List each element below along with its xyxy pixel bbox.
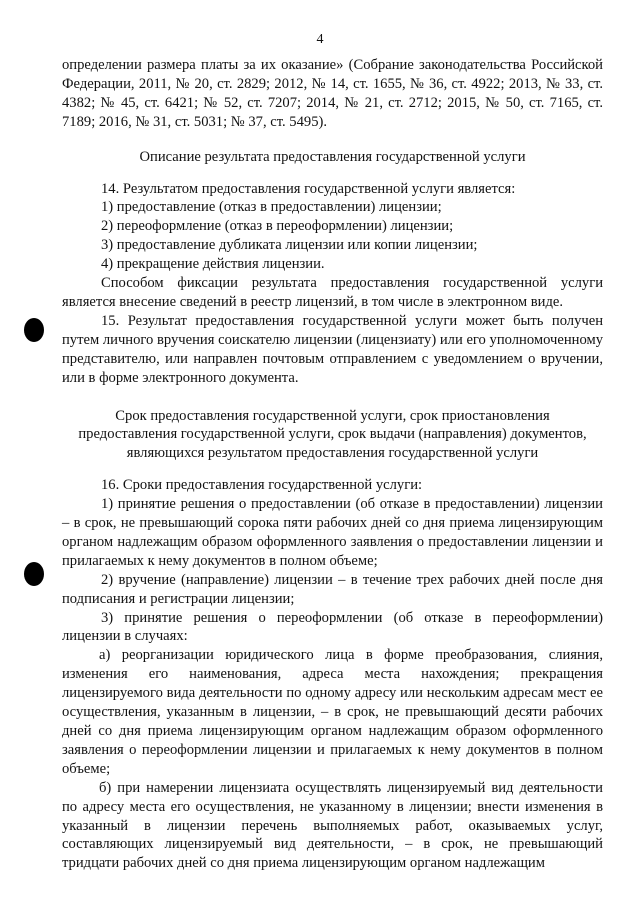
- binder-hole-mark: [24, 562, 44, 586]
- paragraph-14: 14. Результатом предоставления государственной услуги является:: [101, 180, 516, 197]
- document-body: [62, 56, 603, 873]
- list-item: 1) предоставление (отказ в предоставлении) лицензии;: [101, 199, 442, 216]
- paragraph-16-3: 3) принятие решения о переоформлении (об отказе в переоформлении) лицензии в случаях:: [62, 609, 603, 645]
- paragraph-16-2: 2) вручение (направление) лицензии – в течение трех рабочих дней после дня подписания и регистрации лицензии;: [62, 571, 603, 607]
- list-item: 3) предоставление дубликата лицензии или копии лицензии;: [101, 237, 478, 254]
- list-item: 2) переоформление (отказ в переоформлении) лицензии;: [101, 218, 454, 235]
- paragraph-16: 16. Сроки предоставления государственной услуги:: [101, 477, 423, 494]
- paragraph-14-fixation: Способом фиксации результата предоставления государственной услуги является внесение сведений в реестр лицензий, в том числе в электронном виде.: [62, 275, 603, 310]
- paragraph-16-3b: б) при намерении лицензиата осуществлять лицензируемый вид деятельности по адресу места его осуществления, не указанному в лицензии; внести изменения в указанный в лицензии перечень выполняемых работ, оказываемых услуг, составляющих лицензируемый вид деятельности, – в срок, не превышающий тридцати рабочих дней со дня приема лицензирующим органом надлежащим: [62, 779, 603, 872]
- heading-line: предоставления государственной услуги, срок выдачи (направления) документов,: [78, 426, 587, 443]
- paragraph-15: 15. Результат предоставления государственной услуги может быть получен путем личного вручения соискателю лицензии (лицензиату) или его уполномоченному представителю, или направлен почтовым отправлением с уведомлением о вручении, или в форме электронного документа.: [62, 312, 603, 386]
- section-heading-terms: [62, 407, 603, 464]
- heading-line: Срок предоставления государственной услуги, срок приостановления: [115, 407, 550, 424]
- list-item: 4) прекращение действия лицензии.: [101, 256, 325, 273]
- paragraph-16-1: 1) принятие решения о предоставлении (об отказе в предоставлении) лицензии – в срок, не превышающий сорока пяти рабочих дней со дня приема лицензирующим органом надлежащим образом оформленного заявления о предоставлении лицензии и прилагаемых к нему документов в полном объеме;: [62, 496, 603, 569]
- heading-line: являющихся результатом предоставления государственной услуги: [126, 445, 539, 462]
- page-number: 4: [316, 32, 324, 47]
- paragraph-intro: определении размера платы за их оказание» (Собрание законодательства Российской Федерации, 2011, № 20, ст. 2829; 2012, № 14, ст. 1655, № 36, ст. 4922; 2013, № 33, ст. 4382; № 45, ст. 6421; № 52, ст. 7207; 2014, № 21, ст. 2712; 2015, № 50, ст. 7165, ст. 7189; 2016, № 31, ст. 5031; № 37, ст. 5495).: [62, 57, 603, 130]
- binder-hole-mark: [24, 318, 44, 342]
- section-heading-result: Описание результата предоставления государственной услуги: [139, 148, 526, 165]
- paragraph-16-3a: а) реорганизации юридического лица в форме преобразования, слияния, изменения его наименования, адреса места нахождения; прекращения лицензируемого вида деятельности по одному адресу или нескольким адресам мест ее осуществления, указанным в лицензии, – в срок, не превышающий десяти рабочих дней со дня приема лицензирующим органом надлежащим образом оформленного заявления о переоформлении лицензии и прилагаемых к нему документов в полном объеме;: [62, 647, 603, 777]
